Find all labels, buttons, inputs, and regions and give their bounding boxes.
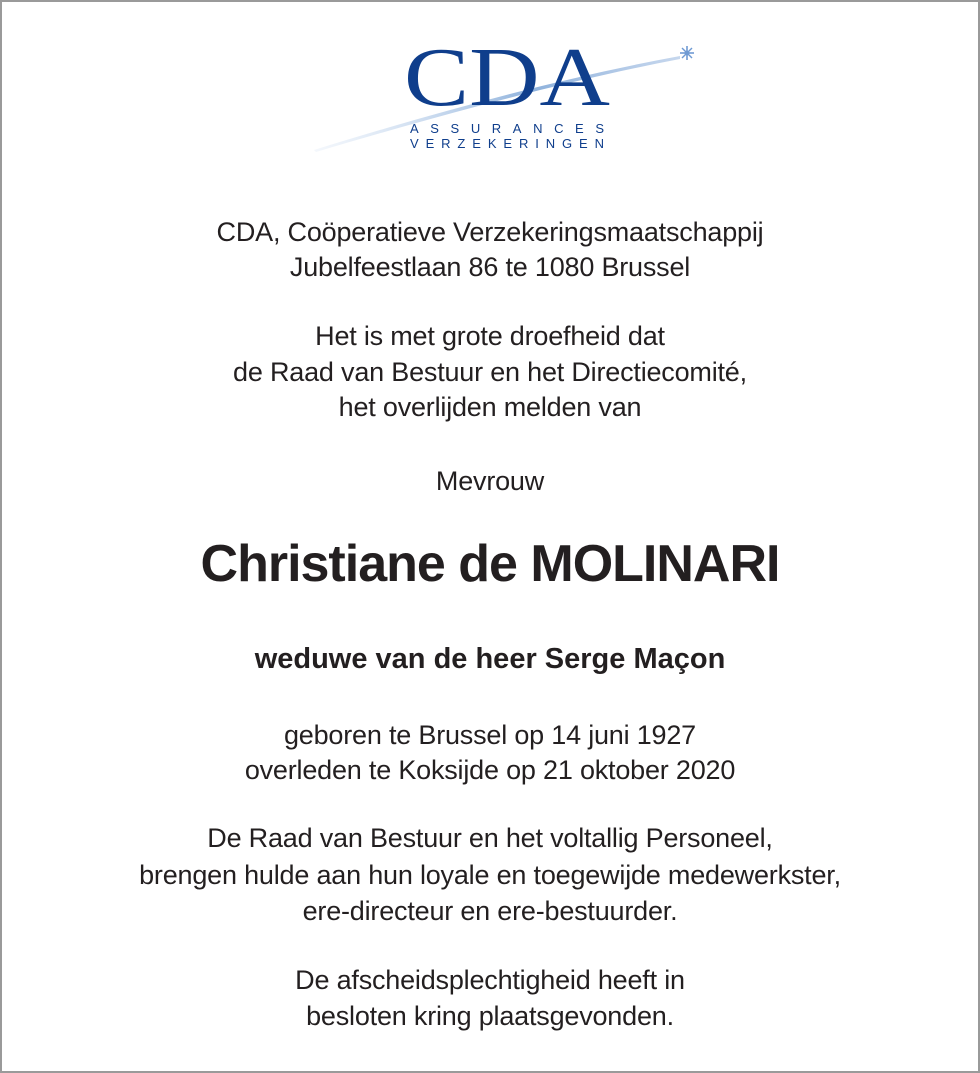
cda-logo-graphic: [310, 36, 702, 156]
logo-line-assurances: ASSURANCES: [410, 121, 604, 136]
logo-line-verzekeringen: VERZEKERINGEN: [410, 136, 604, 151]
cda-logo: [310, 36, 702, 156]
intro-line-3: het overlijden melden van: [338, 392, 642, 422]
deceased-name: Christiane de MOLINARI: [200, 535, 780, 593]
birth-date: geboren te Brussel op 14 juni 1927: [283, 720, 696, 750]
death-date: overleden te Koksijde op 21 oktober 2020: [244, 755, 736, 785]
tribute-line-1: De Raad van Bestuur en het voltallig Personeel,: [207, 823, 773, 853]
logo-letters: CDA: [404, 36, 611, 124]
tribute-line-3: ere-directeur en ere-bestuurder.: [302, 896, 678, 926]
closing-line-2: besloten kring plaatsgevonden.: [306, 1001, 674, 1031]
intro-line-1: Het is met grote droefheid dat: [315, 321, 665, 351]
tribute-line-2: brengen hulde aan hun loyale en toegewijde medewerkster,: [139, 860, 841, 890]
intro-line-2: de Raad van Bestuur en het Directiecomité,: [233, 357, 747, 387]
salutation: Mevrouw: [435, 466, 545, 496]
relation: weduwe van de heer Serge Maçon: [254, 643, 726, 675]
closing-line-1: De afscheidsplechtigheid heeft in: [295, 965, 685, 995]
company-address: Jubelfeestlaan 86 te 1080 Brussel: [289, 252, 691, 282]
star-icon: [680, 46, 694, 60]
company-name: CDA, Coöperatieve Verzekeringsmaatschappij: [216, 217, 764, 247]
